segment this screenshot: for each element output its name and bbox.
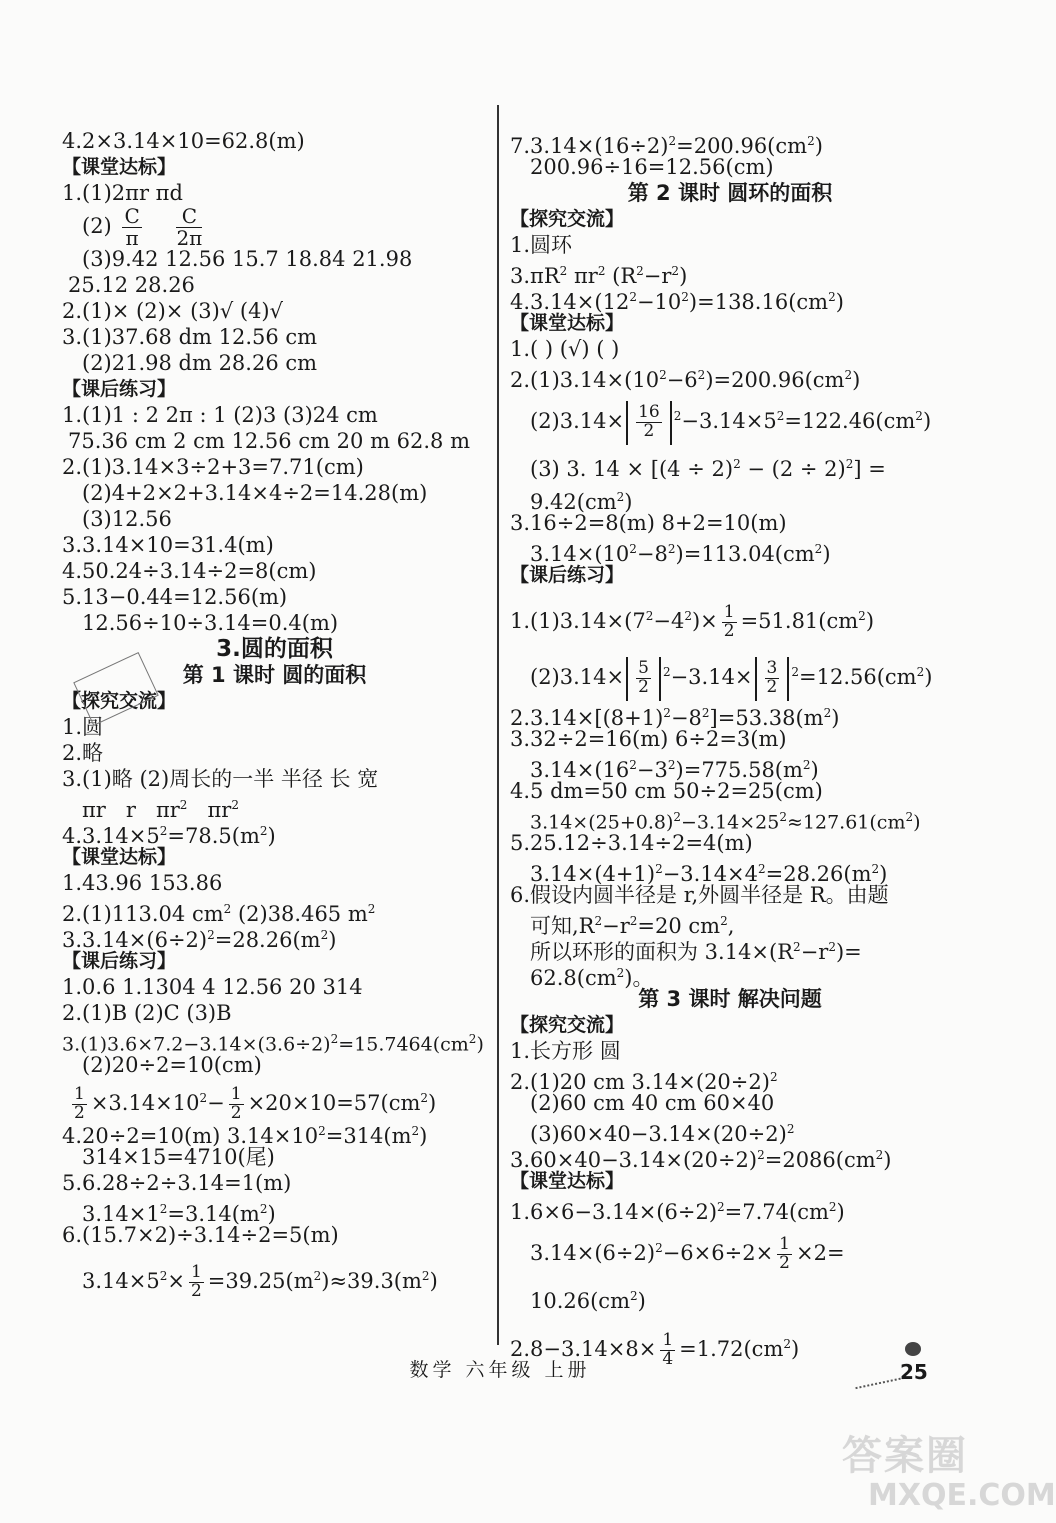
answer-line: 200.96÷16=12.56(cm) <box>530 155 774 179</box>
section-header-ketang: 【课堂达标】 <box>510 1170 625 1192</box>
answer-line: 4.20÷2=10(m) $3.14\times 10^2=314(m^2)$ <box>62 1124 428 1148</box>
answer-line: 1.43.96 153.86 <box>62 871 223 895</box>
answer-line: $1.6\times 6-3.14\times(6\div 2)^2=7.74(cm^2)$ <box>510 1200 845 1224</box>
answer-line: 所以环形的面积为 $3.14\times(R^2-r^2)=$ <box>530 940 862 964</box>
answer-line-fractions: $3.14\times(6\div 2)^2-6\times 6\div 2\times$ $\frac{1}{2}$ ×2= <box>530 1234 845 1273</box>
bee-icon <box>905 1342 921 1356</box>
answer-line: (2)20÷2=10(cm) <box>82 1053 262 1077</box>
fraction: $\frac{C}{\pi}$ <box>124 204 140 250</box>
answer-line: 1.(1)1 : 2 2π : 1 (2)3 (3)24 cm <box>62 403 378 427</box>
answer-line: 2.(1)3.14×3÷2+3=7.71(cm) <box>62 455 364 479</box>
answer-line: $3.3.14\times(6\div 2)^2=28.26(m^2)$ <box>62 928 337 952</box>
lesson-title: 第 2 课时 圆环的面积 <box>627 181 833 205</box>
answer-line: $3.(1)3.6\times 7.2-3.14\times(3.6\div 2)^2=15.7464(cm^2)$ <box>62 1032 484 1056</box>
answer-line: 3.(1)略 (2)周长的一半 半径 长 宽 <box>62 767 379 791</box>
answer-line: (2)21.98 dm 28.26 cm <box>82 351 318 375</box>
answer-line: $4.3.14\times(12^2-10^2)=138.16(cm^2)$ <box>510 290 844 314</box>
section-header-tanjiu: 【探究交流】 <box>510 1014 625 1036</box>
answer-line: 6.假设内圆半径是 r,外圆半径是 R。由题 <box>510 883 889 907</box>
answer-line-fractions: $\frac{1}{2}$ $\times 3.14\times 10^2-$ $\frac{1}{2}$ $\times 20\times 10=57(cm^2)$ <box>74 1084 437 1123</box>
answer-line: (3)9.42 12.56 15.7 18.84 21.98 <box>82 247 413 271</box>
answer-line: 2.(1)× (2)× (3)√ (4)√ <box>62 299 284 323</box>
section-header-kehou: 【课后练习】 <box>62 950 177 972</box>
answer-line: 1.( ) (√) ( ) <box>510 337 620 361</box>
answer-line: 1.圆环 <box>510 233 573 257</box>
answer-line: 1.圆 <box>62 715 104 739</box>
answer-line-fractions: $1.(1)3.14\times(7^2-4^2)\times$ $\frac{1}{2}$ $=51.81(cm^2)$ <box>510 602 875 641</box>
answer-line: $9.42(cm^2)$ <box>530 490 633 514</box>
section-header-ketang: 【课堂达标】 <box>62 846 177 868</box>
section-header-tanjiu: 【探究交流】 <box>510 208 625 230</box>
answer-line-fractions: (2) $\frac{C}{\pi}$ $\frac{C}{2\pi}$ <box>82 204 203 250</box>
answer-line: (3) 3. $14 \times [(4 \div 2)^2 - (2 \div 2)^2]$ = <box>530 457 886 481</box>
answer-line-fractions: (2)3.14× $\frac{5}{2}$ $^2$−3.14× $\frac{3}{2}$ $^2=12.56(cm^2)$ <box>510 644 950 700</box>
section-title: 3.圆的面积 <box>216 636 333 662</box>
answer-line: $2.3.14\times[(8+1)^2-8^2]=53.38(m^2)$ <box>510 706 840 730</box>
answer-line: 1.长方形 圆 <box>510 1039 621 1063</box>
lesson-title: 第 1 课时 圆的面积 <box>182 663 367 687</box>
answer-line: 6.(15.7×2)÷3.14÷2=5(m) <box>62 1223 339 1247</box>
answer-line: $3.60\times 40-3.14\times(20\div 2)^2=2086(cm^2)$ <box>510 1148 892 1172</box>
answer-line: 3.(1)37.68 dm 12.56 cm <box>62 325 318 349</box>
answer-line: 12.56÷10÷3.14=0.4(m) <box>82 611 339 635</box>
watermark-logo: 答案圈 <box>842 1433 968 1479</box>
column-divider <box>497 105 499 1345</box>
answer-line: 3.16÷2=8(m) 8+2=10(m) <box>510 511 787 535</box>
answer-line: 2.(1)113.04 $cm^2$ (2)38.465 $m^2$ <box>62 902 376 926</box>
answer-line: $3.\pi R^2$ $\pi r^2$ $(R^2-r^2)$ <box>510 264 688 288</box>
section-header-ketang: 【课堂达标】 <box>62 156 177 178</box>
answer-line: 3.32÷2=16(m) 6÷2=3(m) <box>510 727 787 751</box>
answer-line: $7.3.14\times(16\div 2)^2=200.96(cm^2)$ <box>510 134 823 158</box>
answer-line: 25.12 28.26 <box>68 273 195 297</box>
answer-line: (2)4+2×2+3.14×4÷2=14.28(m) <box>82 481 428 505</box>
answer-line: $3.14\times(16^2-3^2)=775.58(m^2)$ <box>530 758 819 782</box>
answer-line: 2.(1)B (2)C (3)B <box>62 1001 232 1025</box>
answer-line-fractions: (2)3.14× $\frac{16}{2}$ $^2-3.14\times 5^2=122.46(cm^2)$ <box>510 388 950 444</box>
answer-line-fractions: 2.8−3.14×8× $\frac{1}{4}$ $=1.72(cm^2)$ <box>510 1330 800 1369</box>
answer-line: $2.(1)3.14\times(10^2-6^2)=200.96(cm^2)$ <box>510 368 861 392</box>
answer-line: 5.25.12÷3.14÷2=4(m) <box>510 831 753 855</box>
answer-line-fractions: $3.14\times 5^2\times$ $\frac{1}{2}$ $=39.25(m^2)\approx 39.3(m^2)$ <box>82 1262 438 1301</box>
answer-line: $10.26(cm^2)$ <box>530 1289 646 1313</box>
section-header-ketang: 【课堂达标】 <box>510 312 625 334</box>
page-number: 25 <box>900 1360 928 1384</box>
answer-line: 3.3.14×10=31.4(m) <box>62 533 274 557</box>
answer-line: $3.14\times(10^2-8^2)=113.04(cm^2)$ <box>530 542 831 566</box>
answer-line: $62.8(cm^2)$。 <box>530 966 654 990</box>
answer-line: 75.36 cm 2 cm 12.56 cm 20 m 62.8 m <box>68 429 471 453</box>
answer-line: $4.3.14\times 5^2=78.5(m^2)$ <box>62 824 276 848</box>
answer-line: 可知$,R^2-r^2=20$ $cm^2$, <box>530 914 735 938</box>
left-column <box>62 128 487 1304</box>
fraction: $\frac{C}{2\pi}$ <box>176 204 203 250</box>
answer-line: $(3)60\times 40-3.14\times(20\div 2)^2$ <box>530 1122 795 1146</box>
answer-line: πr r $\pi r^2$ $\pi r^2$ <box>82 798 239 822</box>
answer-line: $3.14\times(4+1)^2-3.14\times 4^2=28.26(m^2)$ <box>530 862 888 886</box>
right-column <box>510 128 950 1372</box>
section-header-tanjiu: 【探究交流】 <box>62 690 177 712</box>
answer-line: 5.6.28÷2÷3.14=1(m) <box>62 1171 292 1195</box>
page-footer: 数学 六年级 上册 <box>409 1359 591 1381</box>
answer-line: 2.(1)20 cm $3.14\times(20\div 2)^2$ <box>510 1070 778 1094</box>
answer-line: 1.(1)2πr πd <box>62 181 183 205</box>
answer-line: (3)12.56 <box>82 507 172 531</box>
watermark-url: MXQE.COM <box>868 1478 1056 1513</box>
answer-line: $3.14\times(25+0.8)^2-3.14\times 25^2\approx 127.61(cm^2)$ <box>530 810 921 834</box>
answer-line: $3.14\times 1^2=3.14(m^2)$ <box>82 1202 276 1226</box>
answer-line: 4.50.24÷3.14÷2=8(cm) <box>62 559 317 583</box>
lesson-title: 第 3 课时 解决问题 <box>638 987 822 1011</box>
answer-line: 314×15=4710(尾) <box>82 1145 275 1169</box>
section-header-kehou: 【课后练习】 <box>62 378 177 400</box>
answer-line: 4.5 dm=50 cm 50÷2=25(cm) <box>510 779 823 803</box>
answer-line: (2)60 cm 40 cm 60×40 <box>530 1091 775 1115</box>
section-header-kehou: 【课后练习】 <box>510 564 625 586</box>
answer-line: 2.略 <box>62 741 104 765</box>
answer-line: 1.0.6 1.1304 4 12.56 20 314 <box>62 975 363 999</box>
answer-line: 4.2×3.14×10=62.8(m) <box>62 129 305 153</box>
answer-line: 5.13−0.44=12.56(m) <box>62 585 288 609</box>
